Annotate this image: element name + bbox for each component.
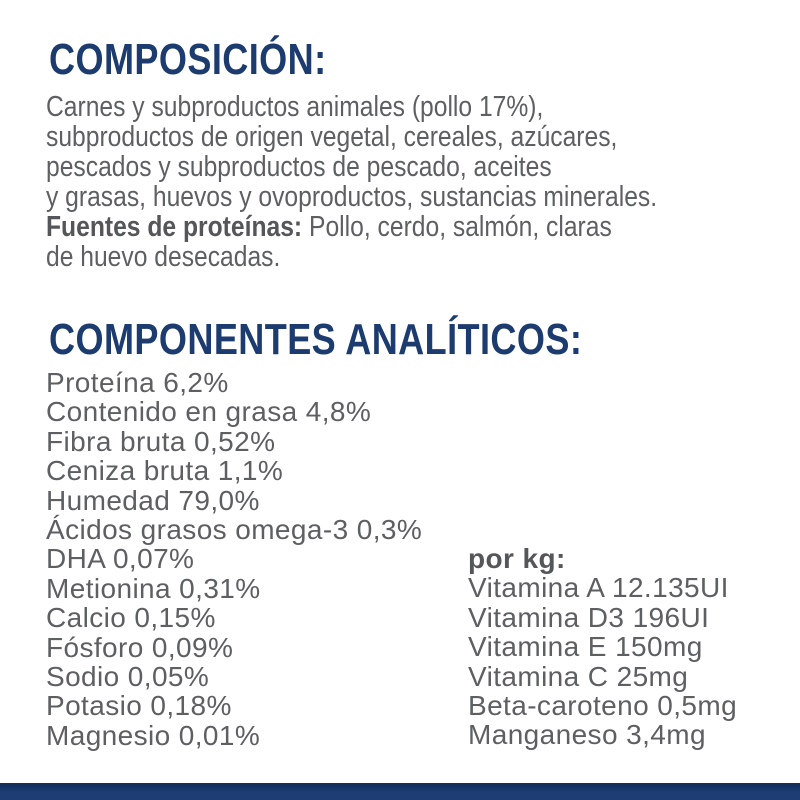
- analytical-item: Fibra bruta 0,52%: [46, 425, 276, 457]
- composition-line: subproductos de origen vegetal, cereales, azúcares,: [46, 121, 618, 153]
- protein-sources-text: Pollo, cerdo, salmón, claras: [309, 211, 612, 243]
- analytical-item: Potasio 0,18%: [46, 690, 232, 722]
- analytical-item: Proteína 6,2%: [46, 367, 229, 398]
- analytical-item: Metionina 0,31%: [46, 572, 261, 604]
- protein-sources-line: [46, 212, 657, 242]
- analytical-item: Calcio 0,15%: [46, 602, 216, 634]
- protein-sources-line: de huevo desecadas.: [46, 241, 281, 273]
- per-kg-item: Vitamina D3 196UI: [468, 601, 710, 633]
- analytical-item: Ácidos grasos omega-3 0,3%: [46, 514, 423, 546]
- analytical-item: Contenido en grasa 4,8%: [46, 396, 372, 428]
- per-kg-item: Beta-caroteno 0,5mg: [468, 690, 738, 722]
- composition-line: pescados y subproductos de pescado, aceites: [46, 151, 552, 183]
- per-kg-item: Vitamina E 150mg: [468, 631, 703, 663]
- analytical-item: Sodio 0,05%: [46, 661, 210, 693]
- per-kg-label: por kg:: [468, 543, 566, 574]
- footer-bar: [0, 783, 800, 800]
- analytical-item: Fósforo 0,09%: [46, 631, 234, 663]
- per-kg-item: Vitamina A 12.135UI: [468, 572, 729, 604]
- composition-text: [46, 92, 657, 272]
- analytical-item: Humedad 79,0%: [46, 484, 260, 516]
- analytical-item: Ceniza bruta 1,1%: [46, 455, 284, 487]
- composition-heading: COMPOSICIÓN:: [49, 35, 327, 84]
- composition-line: Carnes y subproductos animales (pollo 17%),: [46, 91, 544, 123]
- per-kg-list: [468, 544, 737, 750]
- analytical-components-heading: COMPONENTES ANALÍTICOS:: [49, 315, 583, 364]
- composition-line: y grasas, huevos y ovoproductos, sustancias minerales.: [46, 181, 658, 213]
- per-kg-item: Vitamina C 25mg: [468, 660, 689, 692]
- per-kg-item: Manganeso 3,4mg: [468, 719, 706, 751]
- analytical-item: DHA 0,07%: [46, 543, 195, 575]
- protein-sources-label: Fuentes de proteínas:: [46, 211, 303, 243]
- analytical-list: [46, 368, 422, 750]
- analytical-item: Magnesio 0,01%: [46, 719, 261, 751]
